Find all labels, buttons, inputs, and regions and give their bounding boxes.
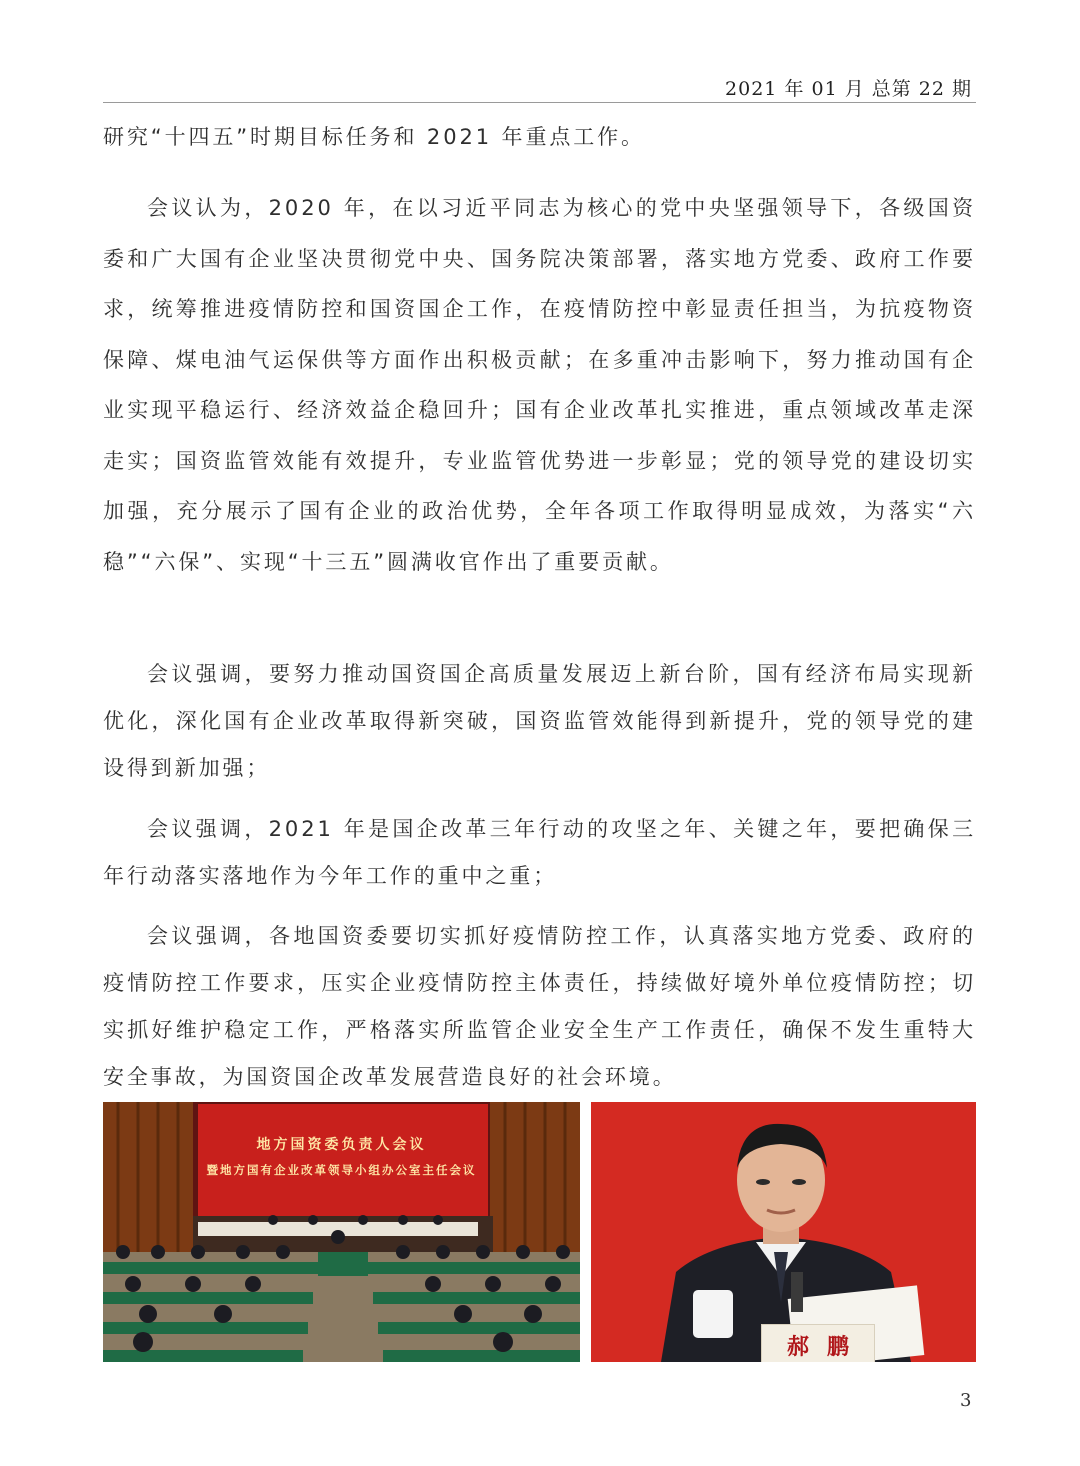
name-plate-text: 郝鹏: [786, 1333, 867, 1360]
paragraph-emphasis-1: 会议强调，要努力推动国资国企高质量发展迈上新台阶，国有经济布局实现新优化，深化国有企业改革取得新突破，国资监管效能得到新提升，党的领导党的建设得到新加强；: [103, 662, 976, 780]
banner-subtitle: 暨地方国有企业改革领导小组办公室主任会议: [206, 1163, 477, 1177]
meeting-photo: [103, 1102, 580, 1362]
page-header: [103, 72, 976, 103]
speaker-photo: [591, 1102, 976, 1362]
banner-title: 地方国资委负责人会议: [256, 1137, 427, 1153]
paragraph-emphasis-3: 会议强调，各地国资委要切实抓好疫情防控工作，认真落实地方党委、政府的疫情防控工作要求，压实企业疫情防控主体责任，持续做好境外单位疫情防控；切实抓好维护稳定工作，严格落实所监管企业安全生产工作责任，确保不发生重特大安全事故，为国资国企改革发展营造良好的社会环境。: [103, 924, 976, 1089]
speaker-illustration: [591, 1102, 976, 1362]
issue-info: 2021 年 01 月 总第 22 期: [725, 78, 972, 100]
page-number: 3: [960, 1390, 972, 1411]
paragraph-meeting-view: 会议认为，2020 年，在以习近平同志为核心的党中央坚强领导下，各级国资委和广大国有企业坚决贯彻党中央、国务院决策部署，落实地方党委、政府工作要求，统筹推进疫情防控和国资国企工作，在疫情防控中彰显责任担当，为抗疫物资保障、煤电油气运保供等方面作出积极贡献；在多重冲击影响下，努力推动国有企业实现平稳运行、经济效益企稳回升；国有企业改革扎实推进，重点领域改革走深走实；国资监管效能有效提升，专业监管优势进一步彰显；党的领导党的建设切实加强，充分展示了国有企业的政治优势，全年各项工作取得明显成效，为落实“六稳”“六保”、实现“十三五”圆满收官作出了重要贡献。: [103, 196, 976, 574]
name-plate: [761, 1324, 875, 1362]
paragraph-emphasis-2: 会议强调，2021 年是国企改革三年行动的攻坚之年、关键之年，要把确保三年行动落实落地作为今年工作的重中之重；: [103, 817, 976, 888]
paragraph-intro: 研究“十四五”时期目标任务和 2021 年重点工作。: [103, 125, 645, 149]
